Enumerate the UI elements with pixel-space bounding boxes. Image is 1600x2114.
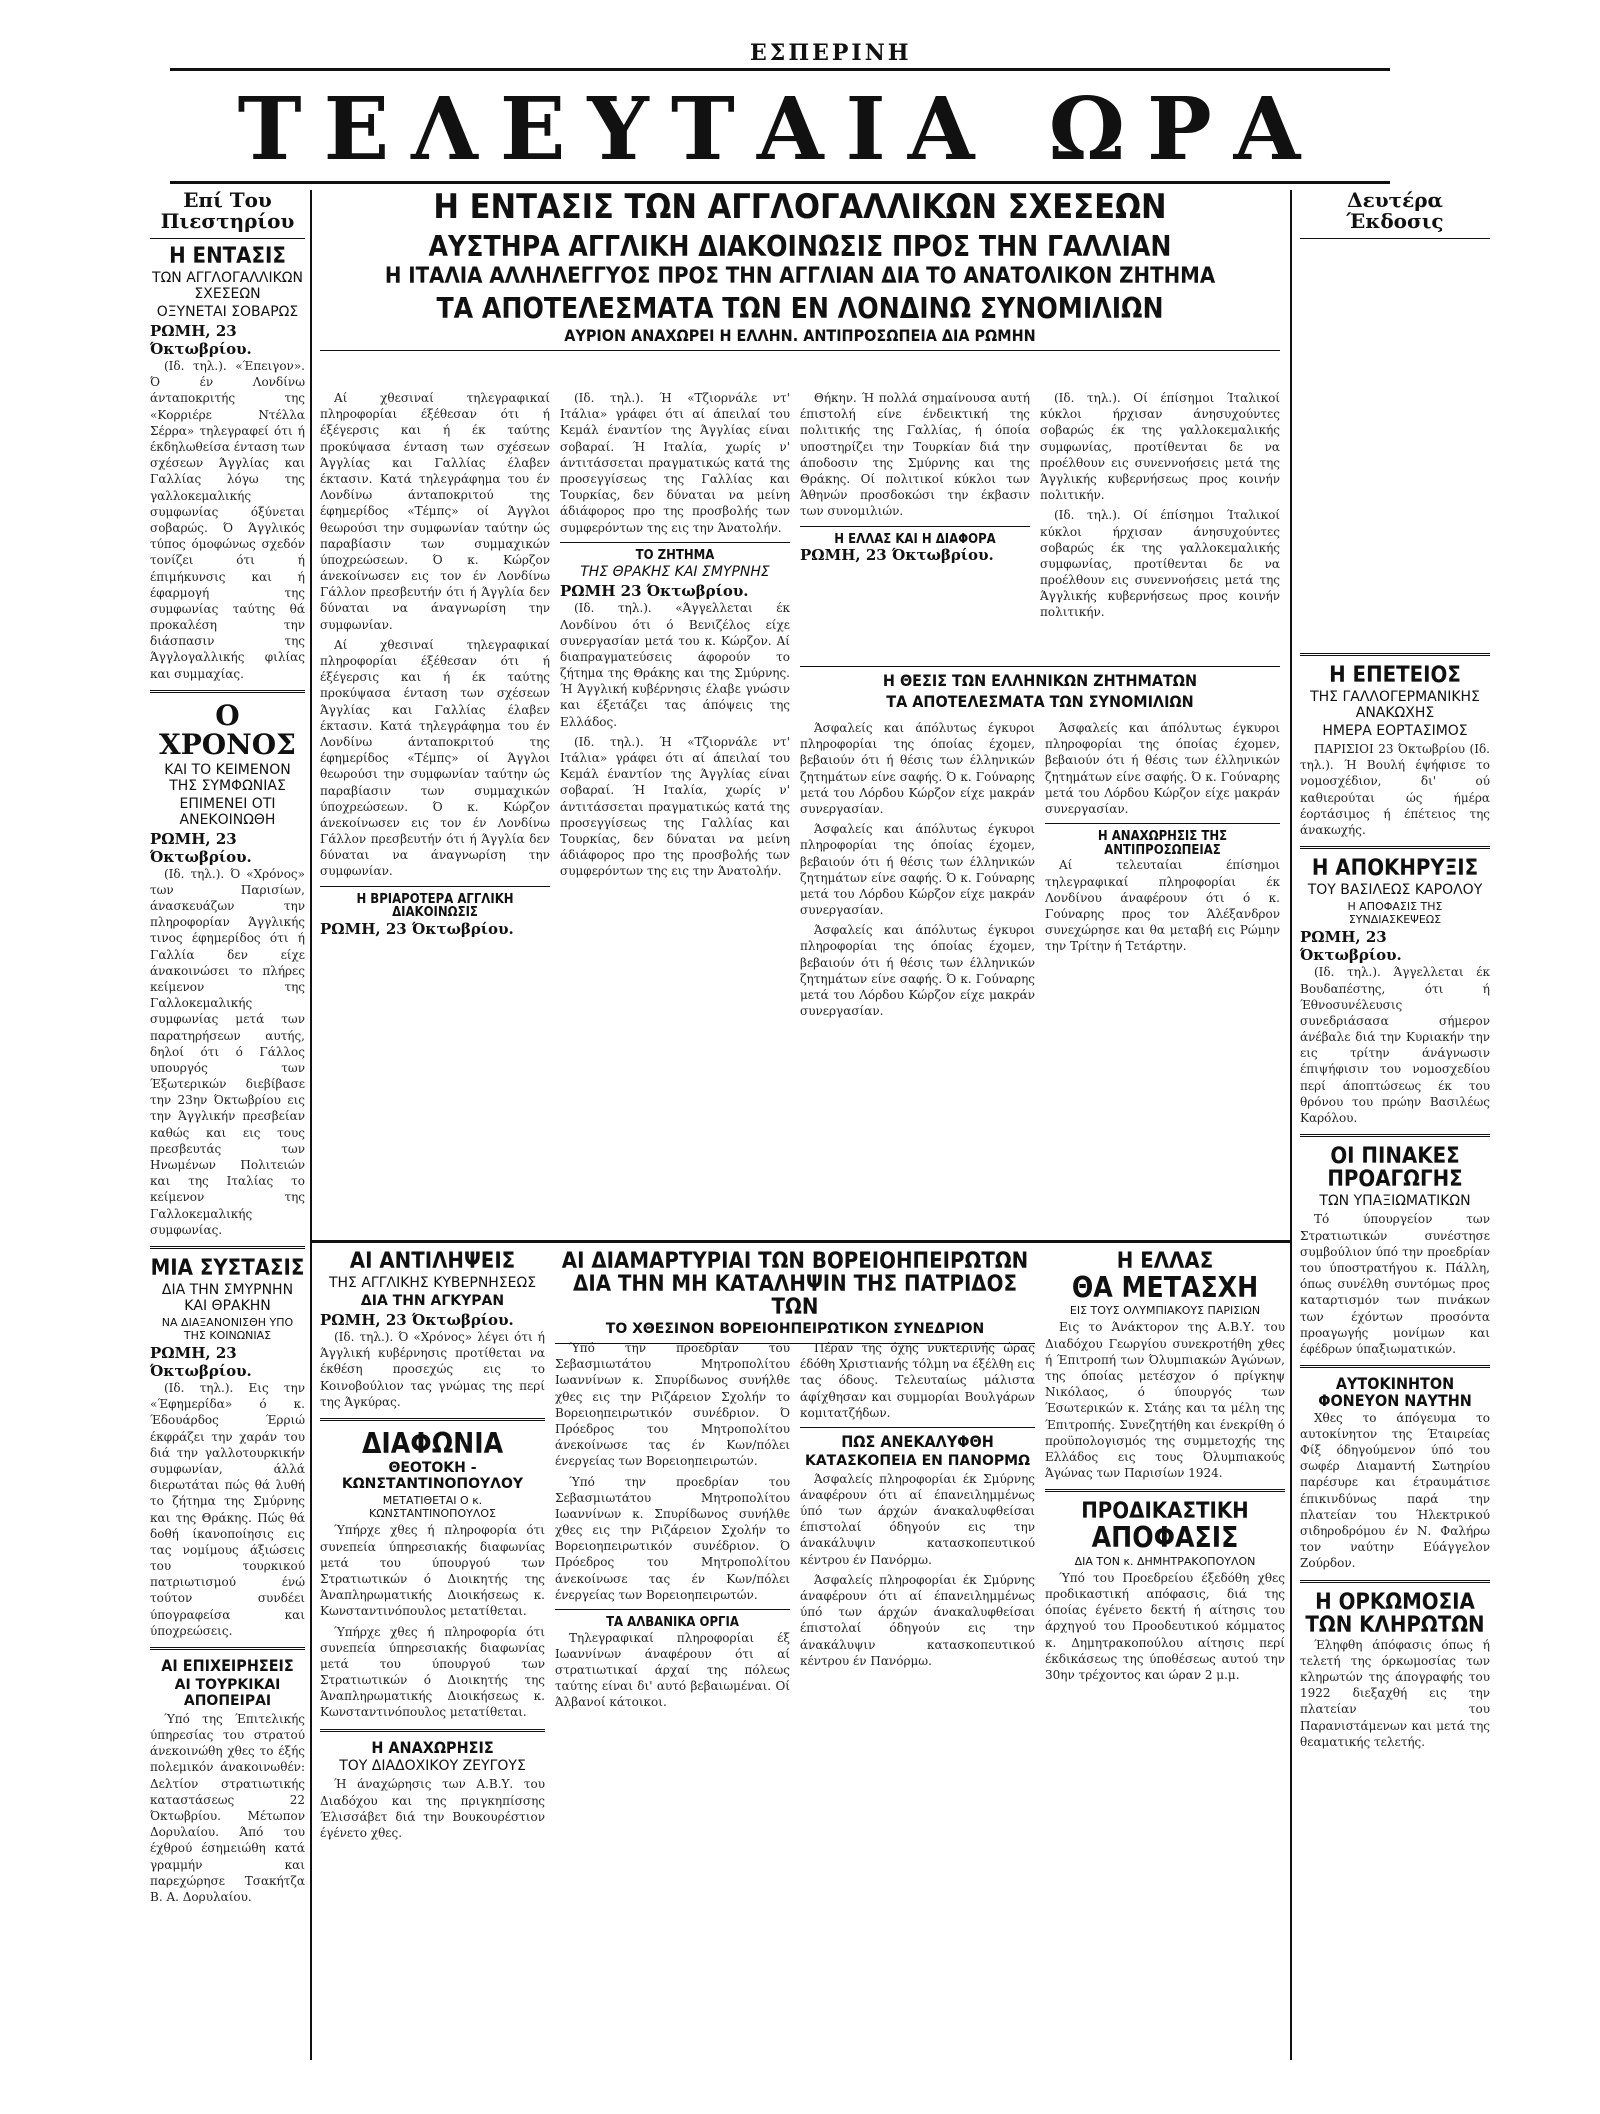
center-column-e	[800, 720, 1035, 1230]
center-greek-issues	[800, 660, 1280, 1230]
left-headline-1-sub2: ΟΞΥΝΕΤΑΙ ΣΟΒΑΡΩΣ	[156, 304, 299, 321]
center-a-dateline: ΡΩΜΗ, 23 Όκτωβρίου.	[320, 919, 514, 938]
center-c-headline: Η ΕΛΛΑΣ ΚΑΙ Η ΔΙΑΦΟΡΑ	[834, 531, 996, 547]
center-body-e2: Αί τελευταίαι έπίσημοι τηλεγραφικαί πληροφορίαι έκ Λονδίνου άναφέρουν ότι ό κ. Γούναρης προς τον Άλέξανδρον συνεχώρησε και θα μεταβή εις Ρώμην την Τρίτην ή Τετάρτην.	[1045, 858, 1280, 954]
right-headline-5-b: ΤΩΝ ΚΛΗΡΩΤΩΝ	[1305, 1612, 1485, 1638]
bottom-c-headline: ΑΙ ΔΙΑΜΑΡΤΥΡΙΑΙ ΤΩΝ ΒΟΡΕΙΟΗΠΕΙΡΩΤΩΝ	[561, 1250, 1029, 1274]
center-body-a: Αί χθεσιναί τηλεγραφικαί πληροφορίαι έξέθεσαν ότι ή έξέγερσις και ή έκ ταύτης προκύψασα ένταση των σχέσεων Άγγλίας και Γαλλίας έλαβεν έκτασιν. Κατά τηλεγράφημα του έν Λονδίνω άνταποκριτού της έφημερίδος «Τέμπς» οί Άγγλοι θεωρούσι την συμφωνίαν ταύτην ώς παραβίασιν των συμμαχικών ύποχρεώσεων. Ό κ. Κώρζον άνεκοίνωσεν εις τον έν Λονδίνω Γάλλον πρεσβευτήν ότι ή Άγγλία δεν δύναται να άναγνωρίση την συμφωνίαν. Αί χθεσιναί τηλεγραφικαί πληροφορίαι έξέθεσαν ότι ή έξέγερσις και ή έκ ταύτης προκύψασα ένταση των σχέσεων Άγγλίας και Γαλλίας έλαβεν έκτασιν. Κατά τηλεγράφημα του έν Λονδίνω άνταποκριτού της έφημερίδος «Τέμπς» οί Άγγλοι θεωρούσι την συμφωνίαν ταύτην ώς παραβίασιν των συμμαχικών ύποχρεώσεων. Ό κ. Κώρζον άνεκοίνωσεν εις τον έν Λονδίνω Γάλλον πρεσβευτήν ότι ή Άγγλία δεν δύναται να άναγνωρίση την συμφωνίαν.	[320, 391, 550, 879]
bottom-e-headline-2: ΘΑ ΜΕΤΑΣΧΗ	[1071, 1271, 1259, 1305]
right-body-2: (Ιδ. τηλ.). Άγγελλεται έκ Βουδαπέστης, ότι ή Έθνοσυνέλευσις συνεδριάσασα σήμερον άνέβαλε διά την Κυριακήν την εις τρίτην άνάγνωσιν έπιψήφισιν του νομοσχεδίου περί άποπτώσεως έκ του θρόνου του πρώην Βασιλέως Καρόλου.	[1300, 965, 1490, 1125]
right-headline-3: ΟΙ ΠΙΝΑΚΕΣ	[1330, 1144, 1460, 1170]
center-greek-issues-sub: ΤΑ ΑΠΟΤΕΛΕΣΜΑΤΑ ΤΩΝ ΣΥΝΟΜΙΛΙΩΝ	[886, 691, 1194, 711]
left-body-2: (Ιδ. τηλ.). Ό «Χρόνος» των Παρισίων, άνασκευάζων την πληροφορίαν Άγγλικής τινος έφημερίδος ότι ή Γαλλία δεν είχε άνακοινώσει το πλήρες κείμενον της Γαλλοκεμαλικής συμφωνίας μετά των παρατηρήσεων αυτής, δηλοί ότι ό Γάλλος υπουργός των Έξωτερικών διεβίβασε την 23ην Όκτωβρίου εις την Άγγλικήν πρεσβείαν καθώς και εις τους πρεσβευτάς των Ηνωμένων Πολιτειών και της Ιταλίας το κείμενον της Γαλλοκεμαλικής συμφωνίας.	[150, 866, 305, 1237]
center-b-headline: ΤΟ ΖΗΤΗΜΑ	[635, 547, 715, 563]
center-body-d: (Ιδ. τηλ.). Οί έπίσημοι Ίταλικοί κύκλοι ήρχισαν άνησυχούντες σοβαρώς έκ της γαλλοκεμαλικής συμφωνίας, προτίθενται δε να προέλθουν εις συνεννοήσεις μετά της Άγγλικής κυβερνήσεως προς κοινήν πολιτικήν. (Ιδ. τηλ.). Οί έπίσημοι Ίταλικοί κύκλοι ήρχισαν άνησυχούντες σοβαρώς έκ της γαλλοκεμαλικής συμφωνίας, προτίθενται δε να προέλθουν εις συνεννοήσεις μετά της Άγγλικής κυβερνήσεως προς κοινήν πολιτικήν.	[1040, 391, 1280, 620]
bottom-column-c	[555, 1250, 1035, 2060]
bottom-e-sub2: ΔΙΑ ΤΟΝ κ. ΔΗΜΗΤΡΑΚΟΠΟΥΛΟΝ	[1074, 1554, 1256, 1568]
bottom-c-body: Ύπό την προεδρίαν του Σεβασμιωτάτου Μητροπολίτου Ιωαννίνων κ. Σπυρίδωνος συνήλθε χθες εις την Ριζάρειον Σχολήν το Βορειοηπειρωτικόν συνέδριον. Ό Πρόεδρος του Μητροπολίτου άνεκοίνωσε τας έν Κων/πόλει ένεργείας των Βορειοηπειρωτών. Ύπό την προεδρίαν του Σεβασμιωτάτου Μητροπολίτου Ιωαννίνων κ. Σπυρίδωνος συνήλθε χθες εις την Ριζάρειον Σχολήν το Βορειοηπειρωτικόν συνέδριον. Ό Πρόεδρος του Μητροπολίτου άνεκοίνωσε τας έν Κων/πόλει ένεργείας των Βορειοηπειρωτών.	[555, 1341, 790, 1602]
right-headline-1-sub: ΤΗΣ ΓΑΛΛΟΓΕΡΜΑΝΙΚΗΣ ΑΝΑΚΩΧΗΣ	[1310, 689, 1480, 722]
center-headline-1: Η ΕΝΤΑΣΙΣ ΤΩΝ ΑΓΓΛΟΓΑΛΛΙΚΩΝ ΣΧΕΣΕΩΝ	[433, 190, 1167, 227]
center-b-headline-sub: ΤΗΣ ΘΡΑΚΗΣ ΚΑΙ ΣΜΥΡΝΗΣ	[580, 564, 770, 581]
bottom-e-headline-4: ΑΠΟΦΑΣΙΣ	[1091, 1521, 1239, 1555]
right-headline-4-b: ΦΟΝΕΥΟΝ ΝΑΥΤΗΝ	[1318, 1390, 1472, 1410]
right-section-title: Δευτέρα Έκδοσις	[1346, 190, 1444, 233]
right-headline-2-sub2: Η ΑΠΟΦΑΣΙΣ ΤΗΣ ΣΥΝΔΙΑΣΚΕΨΕΩΣ	[1347, 900, 1443, 927]
bottom-b-sub2: ΜΕΤΑΤΙΘΕΤΑΙ Ο κ. ΚΩΝΣΤΑΝΤΙΝΟΠΟΥΛΟΣ	[369, 1494, 496, 1521]
right-dateline-2: ΡΩΜΗ, 23 Όκτωβρίου.	[1300, 928, 1402, 965]
center-headline-5: ΑΥΡΙΟΝ ΑΝΑΧΩΡΕΙ Η ΕΛΛΗΝ. ΑΝΤΙΠΡΟΣΩΠΕΙΑ ΔΙΑ ΡΩΜΗΝ	[564, 325, 1036, 345]
center-top	[320, 190, 1280, 1235]
bottom-c-sub: ΤΟ ΧΘΕΣΙΝΟΝ ΒΟΡΕΙΟΗΠΕΙΡΩΤΙΚΟΝ ΣΥΝΕΔΡΙΟΝ	[605, 1321, 985, 1338]
right-body-5: Έληφθη άπόφασις όπως ή τελετή της όρκωμοσίας των κληρωτών της άπογραφής του 1922 διεξαχθή εις την πλατείαν του Παρανιστάμενων και μετά της θεαματικής τελετής.	[1300, 1637, 1490, 1749]
right-headline-1: Η ΕΠΕΤΕΙΟΣ	[1329, 663, 1461, 688]
bottom-e-sub: ΕΙΣ ΤΟΥΣ ΟΛΥΜΠΙΑΚΟΥΣ ΠΑΡΙΣΙΩΝ	[1069, 1304, 1261, 1318]
bottom-c-left	[555, 1340, 790, 2060]
masthead	[170, 68, 1390, 184]
center-column-a	[320, 390, 550, 1230]
bottom-e-headline-3: ΠΡΟΔΙΚΑΣΤΙΚΗ	[1081, 1499, 1249, 1525]
column-rule	[310, 190, 312, 2060]
center-a-headline: Η ΒΡΙΑΡΟΤΕΡΑ ΑΓΓΛΙΚΗ ΔΙΑΚΟΙΝΩΣΙΣ	[356, 891, 514, 921]
bottom-e-body: Εις το Άνάκτορον της Α.Β.Υ. του Διαδόχου Γεωργίου συνεκροτήθη χθες ή Έπιτροπή των Όλυμπιακών Άγώνων, της όποίας μετέσχον ό πρίγκηψ Νικόλαος, ό ύπουργός των Έσωτερικών κ. Στάης και τα μέλη της Έπιτροπής. Συνεζητήθη και ένεκρίθη ό προϋπολογισμός της συμμετοχής της Ελλάδος εις τους Όλυμπιακούς Άγώνας των Παρισίων 1924.	[1045, 1320, 1285, 1481]
bottom-e-body-2: Ύπό του Προεδρείου έξεδόθη χθες προδικαστική απόφασις, διά της όποίας έγένετο δεκτή ή αίτησις του άρχηγού του Προοδευτικού κόμματος κ. Δημητρακοπούλου αίτησις περί έκδικάσεως της ύποθέσεως αυτού την 30ην τρέχοντος και ώραν 2 μ.μ.	[1045, 1570, 1285, 1682]
bottom-a-headline: ΑΙ ΑΝΤΙΛΗΨΕΙΣ	[349, 1250, 516, 1274]
bottom-d-sub: ΚΑΤΑΣΚΟΠΕΙΑ ΕΝ ΠΑΝΟΡΜΩ	[805, 1452, 1030, 1469]
right-blank-space	[1300, 245, 1490, 645]
center-b-dateline: ΡΩΜΗ 23 Όκτωβρίου.	[560, 582, 749, 601]
masthead-top-word: ΕΣΠΕΡΙΝΗ	[750, 40, 912, 66]
center-column-c	[800, 390, 1030, 650]
center-greek-issues-headline: Η ΘΕΣΙΣ ΤΩΝ ΕΛΛΗΝΙΚΩΝ ΖΗΤΗΜΑΤΩΝ	[882, 671, 1198, 690]
bottom-a-sub2: ΔΙΑ ΤΗΝ ΑΓΚΥΡΑΝ	[360, 1293, 505, 1310]
bottom-e-headline: Η ΕΛΛΑΣ	[1116, 1250, 1214, 1274]
center-headline-3: Η ΙΤΑΛΙΑ ΑΛΛΗΛΕΓΓΥΟΣ ΠΡΟΣ ΤΗΝ ΑΓΓΛΙΑΝ ΔΙΑ ΤΟ ΑΝΑΤΟΛΙΚΟΝ ΖΗΤΗΜΑ	[384, 264, 1216, 290]
center-column-d	[1040, 390, 1280, 650]
right-column	[1300, 190, 1490, 2060]
center-body-f: Άσφαλείς και άπόλυτως έγκυροι πληροφορίαι της όποίας έχομεν, βεβαιούν ότι ή θέσις των έλληνικών ζητημάτων είνε σαφής. Ό κ. Γούναρης μετά του Λόρδου Κώρζον είχε μακράν συνεργασίαν.	[1045, 721, 1280, 816]
bottom-b-headline-2: Η ΑΝΑΧΩΡΗΣΙΣ	[371, 1737, 494, 1757]
right-body-1: ΠΑΡΙΣΙΟΙ 23 Όκτωβρίου (Ιδ. τηλ.). Ή Βουλή έψήφισε το νομοσχέδιον, δι' ού καθιερούται ώς ήμέρα έορτάσιμος ή έπέτειος της άνακωχής.	[1300, 742, 1490, 838]
center-body-c: Θήκην. Ή πολλά σημαίνουσα αυτή έπιστολή είνε ένδεικτική της πολιτικής της Γαλλίας, ή όποία υποστηρίζει την Τουρκίαν διά την άποδοσιν της Σμύρνης και της Θράκης. Οί πολιτικοί κύκλοι των Άθηνών προσδοκώσι την έκβασιν των συνομιλιών.	[800, 391, 1030, 519]
left-headline-3-sub2: ΝΑ ΔΙΑΞΑΝΟΝΙΣΘΗ ΥΠΟ ΤΗΣ ΚΟΙΝΩΝΙΑΣ	[161, 1316, 294, 1343]
bottom-b-sub3: ΤΟΥ ΔΙΑΔΟΧΙΚΟΥ ΖΕΥΓΟΥΣ	[339, 1758, 526, 1775]
left-headline-2: Ο ΧΡΟΝΟΣ	[159, 698, 296, 762]
newspaper-page	[150, 40, 1490, 2070]
center-body-b2: (Ιδ. τηλ.). «Άγγελλεται έκ Λονδίνου ότι ό Βενιζέλος είχε συνεργασίαν μετά του κ. Κώρζον. Αί διαπραγματεύσεις άφορούν το ζήτημα της Θράκης και της Σμύρνης. Ή Άγγλική κυβέρνησις έλαβε γνώσιν και έξετάζει τας άπόψεις της Ελλάδος. (Ιδ. τηλ.). Ή «Τζιορνάλε ντ' Ιτάλια» γράφει ότι αί άπειλαί του Κεμάλ έναντίον της Άγγλίας είναι σοβαραί. Ή Ιταλία, χωρίς ν' άντιτάσσεται πραγματικώς κατά της προσεγγίσεως της Γαλλίας και Τουρκίας, δεν δύναται να μείνη άδιάφορος προ της προσβολής των συμφερόντων της εις την Άνατολήν.	[560, 601, 790, 879]
bottom-d	[800, 1340, 1035, 2060]
right-body-4: Χθες το άπόγευμα το αυτοκίνητον της Έταιρείας Φίξ όδηγούμενον ύπό του σωφέρ Διαμαντή Σωτηρίου παρέσυρε και έτραυμάτισε έπικινδύνως παρά την πλατείαν του Ήλεκτρικού σιδηροδρόμου έν Ν. Φαλήρω τον ναύτην Εύάγγελον Ζούρδον.	[1300, 1410, 1490, 1571]
bottom-a-body: (Ιδ. τηλ.). Ό «Χρόνος» λέγει ότι ή Άγγλική κυβέρνησις προτίθεται να έκθέση προσεχώς εις το Κοινοβούλιον τας γνώμας της περί της Άγκύρας.	[320, 1330, 545, 1409]
bottom-b-body-2: Ή άναχώρησις των Α.Β.Υ. του Διαδόχου και της πριγκηπίσσης Έλισσάβετ διά την Βουκουρέστιον έγένετο χθες.	[320, 1777, 545, 1841]
right-headline-2: Η ΑΠΟΚΗΡΥΞΙΣ	[1311, 856, 1479, 882]
right-headline-2-sub: ΤΟΥ ΒΑΣΙΛΕΩΣ ΚΑΡΟΛΟΥ	[1307, 882, 1483, 899]
bottom-column-a	[320, 1250, 545, 2060]
center-column-b	[560, 390, 790, 1230]
right-headline-4: ΑΥΤΟΚΙΝΗΤΟΝ	[1335, 1374, 1455, 1394]
bottom-b-body: Ύπήρχε χθες ή πληροφορία ότι συνεπεία ύπηρεσιακής διαφωνίας μετά του ύπουργού των Στρατιωτικών ό Διοικητής της Άναπληρωματικής Διοικήσεως κ. Κωνσταντινόπουλος μετατίθεται. Ύπήρχε χθες ή πληροφορία ότι συνεπεία ύπηρεσιακής διαφωνίας μετά του ύπουργού των Στρατιωτικών ό Διοικητής της Άναπληρωματικής Διοικήσεως κ. Κωνσταντινόπουλος μετατίθεται.	[320, 1523, 545, 1720]
bottom-c-headline-3: ΤΑ ΑΛΒΑΝΙΚΑ ΟΡΓΙΑ	[606, 1615, 739, 1630]
bottom-c-headline-2: ΔΙΑ ΤΗΝ ΜΗ ΚΑΤΑΛΗΨΙΝ ΤΗΣ ΠΑΤΡΙΔΟΣ ΤΩΝ	[573, 1272, 1017, 1321]
section-rule	[312, 1240, 1290, 1243]
left-headline-2-sub2: ΕΠΙΜΕΝΕΙ ΟΤΙ ΑΝΕΚΟΙΝΩΘΗ	[179, 795, 276, 828]
center-column-f	[1045, 720, 1280, 1230]
masthead-title: ΤΕΛΕΥΤΑΙΑ ΩΡΑ	[237, 79, 1323, 180]
left-dateline-2: ΡΩΜΗ, 23 Όκτωβρίου.	[150, 829, 252, 866]
bottom-a-sub: ΤΗΣ ΑΓΓΛΙΚΗΣ ΚΥΒΕΡΝΗΣΕΩΣ	[328, 1275, 537, 1292]
right-headline-1-sub2: ΗΜΕΡΑ ΕΟΡΤΑΣΙΜΟΣ	[1322, 723, 1468, 740]
center-body-e: Άσφαλείς και άπόλυτως έγκυροι πληροφορίαι της όποίας έχομεν, βεβαιούν ότι ή θέσις των έλληνικών ζητημάτων είνε σαφής. Ό κ. Γούναρης μετά του Λόρδου Κώρζον είχε μακράν συνεργασίαν. Άσφαλείς και άπόλυτως έγκυροι πληροφορίαι της όποίας έχομεν, βεβαιούν ότι ή θέσις των έλληνικών ζητημάτων είνε σαφής. Ό κ. Γούναρης μετά του Λόρδου Κώρζον είχε μακράν συνεργασίαν. Άσφαλείς και άπόλυτως έγκυροι πληροφορίαι της όποίας έχομεν, βεβαιούν ότι ή θέσις των έλληνικών ζητημάτων είνε σαφής. Ό κ. Γούναρης μετά του Λόρδου Κώρζον είχε μακράν συνεργασίαν.	[800, 721, 1035, 1019]
bottom-d-headline: ΠΩΣ ΑΝΕΚΑΛΥΦΘΗ	[841, 1431, 994, 1451]
left-headline-2-sub: ΚΑΙ ΤΟ ΚΕΙΜΕΝΟΝ ΤΗΣ ΣΥΜΦΩΝΙΑΣ	[164, 761, 291, 794]
left-body-1: (Ιδ. τηλ.). «Έπειγον». Ό έν Λονδίνω άνταποκριτής της «Κορριέρε Ντέλλα Σέρρα» τηλεγραφεί ότι ή έκδηλωθείσα ένταση των σχέσεων Άγγλίας και Γαλλίας λόγω της γαλλοκεμαλικής συμφωνίας όξύνεται σοβαρώς. Ό Άγγλικός τύπος όμοφώνως σχεδόν τονίζει ότι ή έπιμήκυνσις και ή έφαρμογή της συμφωνίας ταύτης θά προκαλέση την διάσπασιν της Άγγλογαλλικής φιλίας και συμμαχίας.	[150, 359, 305, 681]
left-body-3: (Ιδ. τηλ.). Εις την «Έφημερίδα» ό κ. Έδουάρδος Έρριώ έκφράζει την χαράν του διά την γαλλοτουρκικήν συμφωνίαν, άλλά διερωτάται πώς θά λυθή το ζήτημα της Σμύρνης και της Θράκης. Πώς θά δοθή ίκανοποίησις εις τας νομίμους άξιώσεις του τουρκικού πατριωτισμού ένώ τούτον συνδέει ύπογραφείσα και ύποχρεώσεις.	[150, 1381, 305, 1638]
left-headline-1: Η ΕΝΤΑΣΙΣ	[169, 244, 286, 269]
left-headline-3: ΜΙΑ ΣΥΣΤΑΣΙΣ	[150, 1255, 305, 1281]
bottom-b-sub: ΘΕΟΤΟΚΗ - ΚΩΝΣΤΑΝΤΙΝΟΠΟΥΛΟΥ	[341, 1460, 524, 1493]
column-rule	[1290, 190, 1292, 2060]
right-headline-3-b: ΠΡΟΑΓΩΓΗΣ	[1327, 1167, 1463, 1193]
center-headline-4: ΤΑ ΑΠΟΤΕΛΕΣΜΑΤΑ ΤΩΝ ΕΝ ΛΟΝΔΙΝΩ ΣΥΝΟΜΙΛΙΩΝ	[436, 292, 1164, 326]
center-e-headline: Η ΑΝΑΧΩΡΗΣΙΣ ΤΗΣ ΑΝΤΙΠΡΟΣΩΠΕΙΑΣ	[1097, 829, 1228, 858]
bottom-d-body-2: Άσφαλείς πληροφορίαι έκ Σμύρνης άναφέρουν ότι αί έπανειλημμένως ύπό των άρχών άνακαλυφθείσαι έπιστολαί όδηγούν εις την άνακάλυψιν κατασκοπευτικού κέντρου έν Πανόρμω. Άσφαλείς πληροφορίαι έκ Σμύρνης άναφέρουν ότι αί έπανειλημμένως ύπό των άρχών άνακαλυφθείσαι έπιστολαί όδηγούν εις την άνακάλυψιν κατασκοπευτικού κέντρου έν Πανόρμω.	[800, 1471, 1035, 1668]
right-headline-5: Η ΟΡΚΩΜΟΣΙΑ	[1315, 1589, 1475, 1615]
center-c-dateline: ΡΩΜΗ, 23 Όκτωβρίου.	[800, 546, 994, 565]
bottom-a-dateline: ΡΩΜΗ, 23 Όκτωβρίου.	[320, 1311, 514, 1330]
bottom-c-body-2: Τηλεγραφικαί πληροφορίαι έξ Ιωαννίνων άναφέρουν ότι αί στρατιωτικαί άρχαί της πόλεως ταύτης είναι δι' αυτό βεβαιωμέναι. Οί Άλβανοί κάτοικοι.	[555, 1630, 790, 1710]
left-headline-4: ΑΙ ΕΠΙΧΕΙΡΗΣΕΙΣ	[161, 1656, 294, 1676]
bottom-d-body: Πέραν της όχης νυκτερινής ώρας έδόθη Χριστιανής τόλμη να έξέλθη εις τας όδους. Τελευταίως μάλιστα άφίχθησαν και συμμορίαι Βουλγάρων κομιτατζήδων.	[800, 1341, 1035, 1420]
bottom-column-e	[1045, 1250, 1285, 2060]
center-body-b: (Ιδ. τηλ.). Ή «Τζιορνάλε ντ' Ιτάλια» γράφει ότι αί άπειλαί του Κεμάλ έναντίον της Άγγλίας είναι σοβαραί. Ή Ιταλία, χωρίς ν' άντιτάσσεται πραγματικώς κατά της προσεγγίσεως της Γαλλίας και Τουρκίας, δεν δύναται να μείνη άδιάφορος προ της προσβολής των συμφερόντων της εις την Άνατολήν.	[560, 391, 790, 535]
bottom-b-headline: ΔΙΑΦΩΝΙΑ	[361, 1427, 504, 1461]
center-headline-2: ΑΥΣΤΗΡΑ ΑΓΓΛΙΚΗ ΔΙΑΚΟΙΝΩΣΙΣ ΠΡΟΣ ΤΗΝ ΓΑΛΛΙΑΝ	[428, 229, 1172, 263]
left-body-4: Ύπό της Έπιτελικής ύπηρεσίας του στρατού άνεκοινώθη χθες το έξής πολεμικόν άνακοινωθέν: Δελτίον στρατιωτικής καταστάσεως 22 Όκτωβρίου. Μέτωπον Δορυλαίου. Άπό του έχθρού έσημειώθη κατά γραμμήν και παρεχώρησε Τσακήτζα Β. Α. Δορυλαίου.	[150, 1711, 305, 1904]
right-headline-3-sub: ΤΩΝ ΥΠΑΞΙΩΜΑΤΙΚΩΝ	[1319, 1193, 1471, 1210]
left-headline-3-sub: ΔΙΑ ΤΗΝ ΣΜΥΡΝΗΝ ΚΑΙ ΘΡΑΚΗΝ	[161, 1282, 294, 1315]
left-dateline-1: ΡΩΜΗ, 23 Όκτωβρίου.	[150, 322, 252, 359]
left-headline-4-sub: ΑΙ ΤΟΥΡΚΙΚΑΙ ΑΠΟΠΕΙΡΑΙ	[174, 1676, 281, 1709]
right-body-3: Τό ύπουργείον των Στρατιωτικών συνέστησε συμβούλιον ύπό την προεδρίαν του ύποστρατήγου κ. Πάλλη, όπως συνέλθη συντόμως προς καταρτισμόν των πινάκων των έχόντων προσόντα προαγωγής μονίμων και έφέδρων ύπαξιωματικών.	[1300, 1212, 1490, 1356]
left-dateline-3: ΡΩΜΗ, 23 Όκτωβρίου.	[150, 1344, 252, 1381]
left-column	[150, 190, 305, 2060]
left-section-title: Επί Του Πιεστηρίου	[160, 190, 295, 233]
left-headline-1-sub: ΤΩΝ ΑΓΓΛΟΓΑΛΛΙΚΩΝ ΣΧΕΣΕΩΝ	[152, 270, 303, 303]
